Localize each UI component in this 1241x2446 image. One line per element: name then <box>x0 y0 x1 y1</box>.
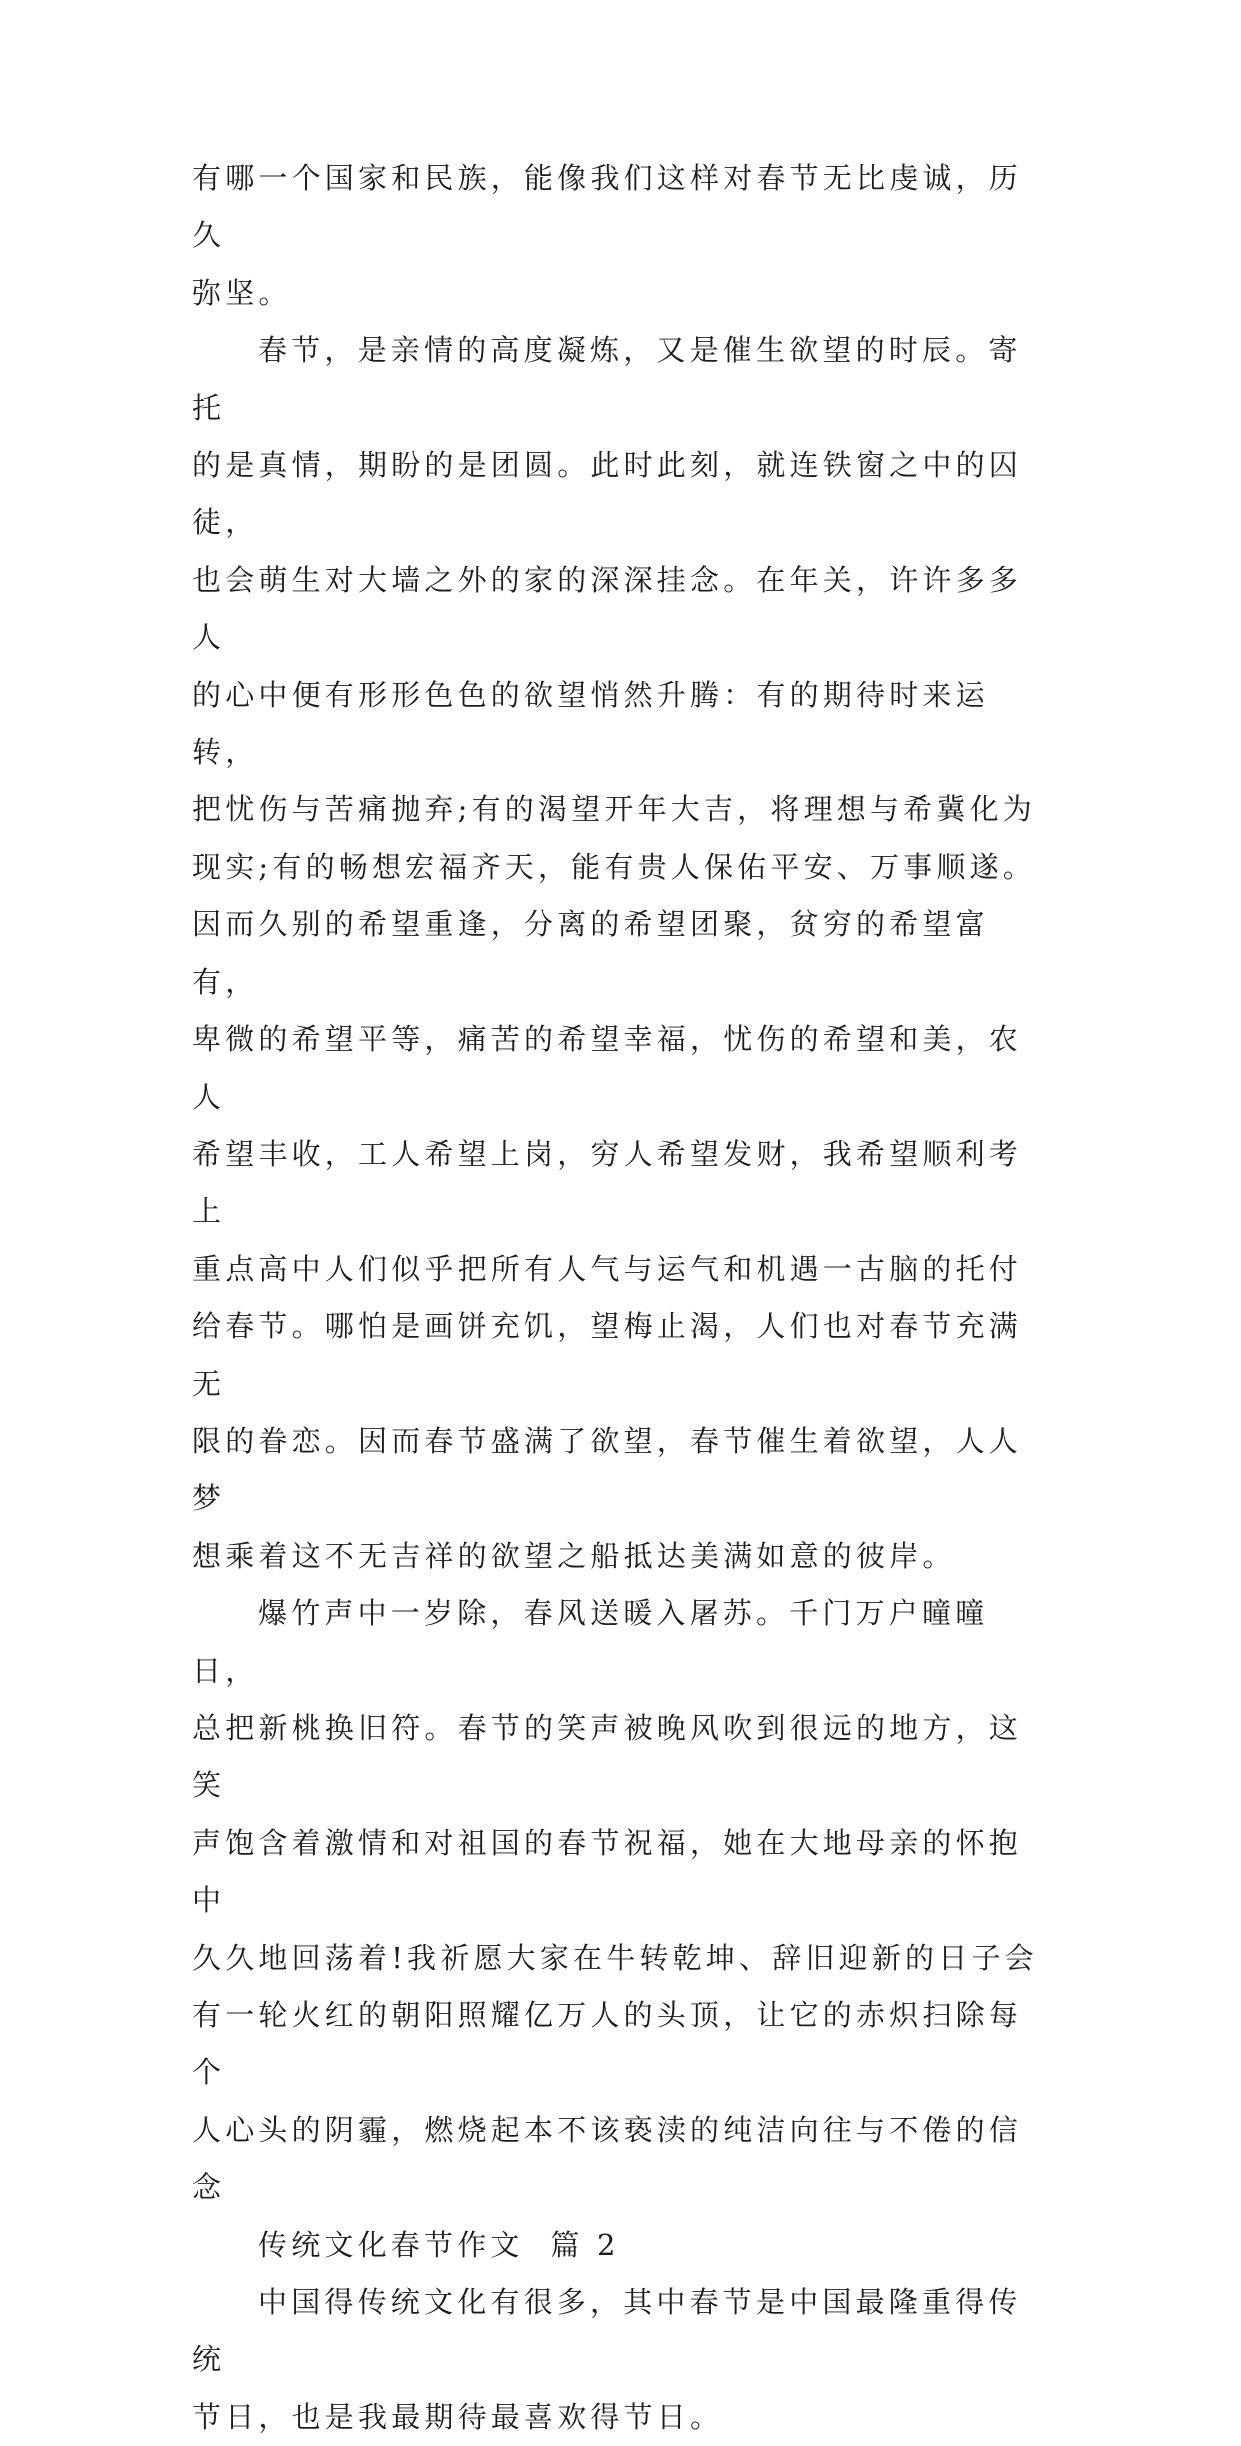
paragraph-firecrackers: 爆竹声中一岁除，春风送暖入屠苏。千门万户曈曈日， 总把新桃换旧符。春节的笑声被晚风吹到很远的地方，这笑 声饱含着激情和对祖国的春节祝福，她在大地母亲的怀抱中 久久地回荡着!我祈愿大家在牛转乾坤、辞旧迎新的日子会 有一轮火红的朝阳照耀亿万人的头顶，让它的赤炽扫除每个 人心头的阴霾，燃烧起本不该亵渎的纯洁向往与不倦的信念 <box>192 1596 1038 2205</box>
paragraph-spring-festival-desire: 春节，是亲情的高度凝炼，又是催生欲望的时辰。寄托 的是真情，期盼的是团圆。此时此刻，就连铁窗之中的囚徒， 也会萌生对大墙之外的家的深深挂念。在年关，许许多多人 的心中便有形形色色的欲望悄然升腾：有的期待时来运转， 把忧伤与苦痛抛弃;有的渴望开年大吉，将理想与希冀化为 现实;有的畅想宏福齐天，能有贵人保佑平安、万事顺遂。 因而久别的希望重逢，分离的希望团聚，贫穷的希望富有， 卑微的希望平等，痛苦的希望幸福，忧伤的希望和美，农人 希望丰收，工人希望上岗，穷人希望发财，我希望顺利考上 重点高中人们似乎把所有人气与运气和机遇一古脑的托付 给春节。哪怕是画饼充饥，望梅止渴，人们也对春节充满无 限的眷恋。因而春节盛满了欲望，春节催生着欲望，人人梦 想乘着这不无吉祥的欲望之船抵达美满如意的彼岸。 <box>192 333 1036 1573</box>
document-body <box>192 150 1052 2446</box>
section-heading: 传统文化春节作文 篇 2 <box>258 2227 620 2262</box>
paragraph-continued: 有哪一个国家和民族，能像我们这样对春节无比虔诚，历久 弥坚。 <box>192 161 1023 310</box>
paragraph-traditional-culture: 中国得传统文化有很多，其中春节是中国最隆重得传统 节日，也是我最期待最喜欢得节日。 <box>192 2285 1022 2434</box>
